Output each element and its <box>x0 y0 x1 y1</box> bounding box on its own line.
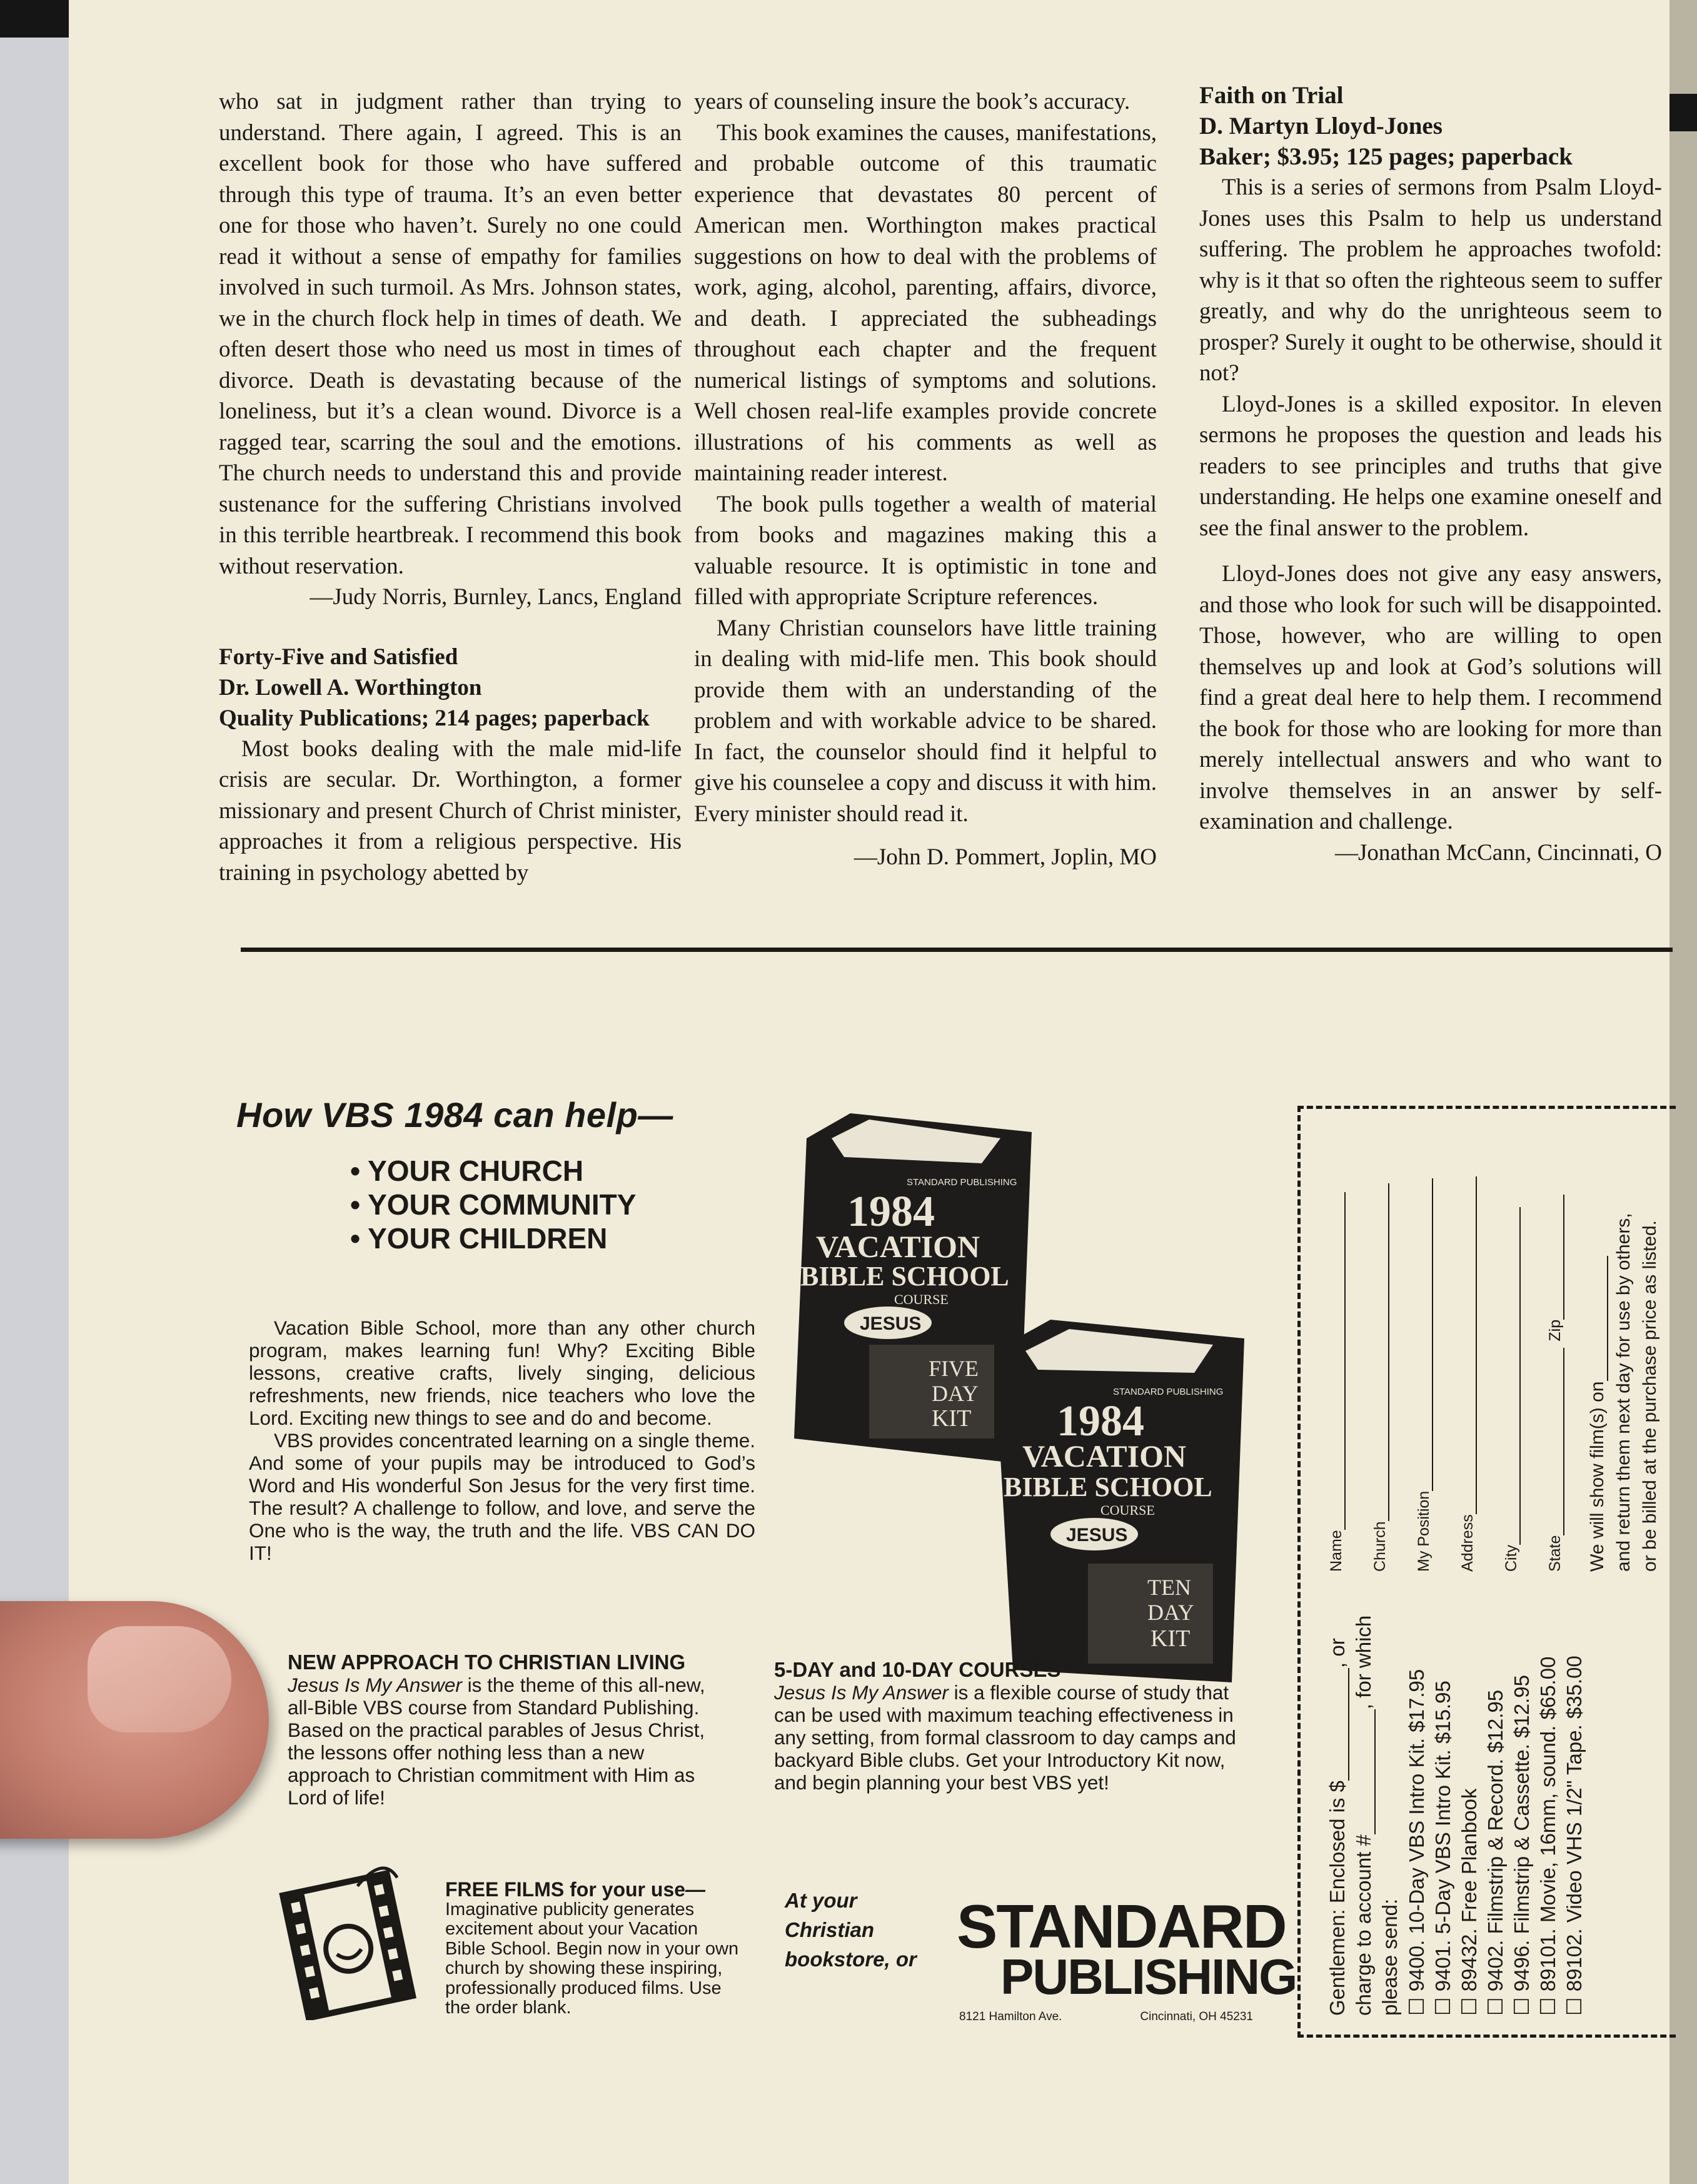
ad-body-paragraph-2: VBS provides concentrated learning on a single theme. And some of your pupils may be introduced to God’s Word and His wonderful Son Jesus for the very first time. The result? A challenge to follow, and love, and serve the One who is the way, the truth and the life. VBS CAN DO IT! <box>249 1429 755 1564</box>
book-3-author: D. Martyn Lloyd-Jones <box>1199 113 1443 139</box>
order-field-name-label: Name <box>1327 1530 1345 1572</box>
box-2-course: COURSE <box>1100 1502 1155 1518</box>
box-2-publisher: STANDARD PUBLISHING <box>1113 1387 1224 1397</box>
order-film-note-1-text: We will show film(s) on <box>1587 1381 1608 1572</box>
order-account-which: , for which <box>1352 1615 1375 1710</box>
order-field-church[interactable] <box>1369 1183 1389 1572</box>
logo-line-publishing: PUBLISHING <box>1000 1949 1297 2005</box>
order-account-line <box>1352 1615 1377 2016</box>
book-2-publisher: Quality Publications; 214 pages; paperback <box>219 705 650 731</box>
box-1-kit-line1: FIVE <box>929 1356 979 1381</box>
ten-day-kit-box-image <box>994 1320 1244 1682</box>
ad-free-films-text: Imaginative publicity generates excitement about your Vacation Bible School. Begin now in your own church by showing these inspiring, professionally produced films. Use the order blank. <box>445 1899 739 2018</box>
review-3-paragraph-2: Lloyd-Jones is a skilled expositor. In eleven sermons he proposes the question and leads his readers to see principles and truths that give understanding. He helps one examine oneself and see the final answer to the problem. <box>1199 391 1662 541</box>
box-1-title-line2: BIBLE SCHOOL <box>800 1261 1009 1292</box>
order-field-zip-label: Zip <box>1546 1319 1564 1342</box>
ad-body-text <box>249 1317 755 1564</box>
order-account-label: charge to account # <box>1352 1834 1375 2016</box>
order-account-blank[interactable] <box>1356 1709 1376 1834</box>
order-field-position-label: My Position <box>1415 1490 1433 1572</box>
order-film-note-1 <box>1587 1256 1612 1572</box>
order-item-89101[interactable]: ☐ 89101. Movie, 16mm, sound. $65.00 <box>1536 1656 1559 2016</box>
ad-courses-section <box>774 1659 1256 1794</box>
ad-new-approach-section <box>288 1651 725 1809</box>
section-divider-rule <box>241 948 1673 952</box>
box-2-kit-line2: DAY <box>1147 1600 1194 1625</box>
box-1-kit-line2: DAY <box>932 1381 979 1406</box>
logo-address <box>959 2010 1253 2024</box>
ad-new-approach-course-name: Jesus Is My Answer <box>288 1674 462 1696</box>
order-field-city-label: City <box>1503 1544 1520 1572</box>
ad-courses-course-name: Jesus Is My Answer <box>774 1681 949 1704</box>
box-1-publisher: STANDARD PUBLISHING <box>907 1177 1017 1188</box>
ad-new-approach-title: NEW APPROACH TO CHRISTIAN LIVING <box>288 1651 686 1674</box>
order-enclosed-line <box>1326 1638 1351 2016</box>
ad-headline: How VBS 1984 can help— <box>236 1095 673 1135</box>
order-field-zip-blank[interactable] <box>1544 1195 1564 1320</box>
ad-body-paragraph-1: Vacation Bible School, more than any other church program, makes learning fun! Why? Exciting Bible lessons, creative crafts, lively singing, delicious refreshments, new friends, nice teachers who love the Lord. Exciting new things to see and do and become. <box>249 1317 755 1429</box>
ad-bullet-community: • YOUR COMMUNITY <box>350 1188 636 1221</box>
ad-free-films-section <box>445 1880 739 2018</box>
order-field-state-label: State <box>1546 1535 1564 1572</box>
box-2-year: 1984 <box>1057 1397 1144 1445</box>
order-field-position[interactable] <box>1413 1178 1433 1572</box>
ad-bullet-list <box>350 1154 636 1255</box>
box-2-title-line1: VACATION <box>1022 1438 1187 1474</box>
order-field-address-label: Address <box>1459 1514 1476 1572</box>
order-field-church-blank[interactable] <box>1369 1183 1389 1521</box>
order-amount-blank[interactable] <box>1329 1668 1349 1781</box>
order-item-9402[interactable]: ☐ 9402. Filmstrip & Record. $12.95 <box>1484 1689 1507 2016</box>
review-3-paragraph-1: This is a series of sermons from Psalm Lloyd-Jones uses this Psalm to help us understand suffering. The problem he approaches twofold: why is it that so often the righteous seem to suffer greatly, and why do the unrighteous seem to prosper? Surely it ought to be otherwise, should it not? <box>1199 174 1662 386</box>
order-form <box>1297 1106 1676 2038</box>
film-reel-icon <box>275 1864 425 2020</box>
order-field-city-blank[interactable] <box>1501 1207 1521 1545</box>
logo-line-standard: STANDARD <box>957 1892 1286 1961</box>
box-1-year: 1984 <box>847 1188 935 1236</box>
review-2-paragraph-2: This book examines the causes, manifestations, and probable outcome of this traumatic experience that devastates 80 percent of American men. Worthington makes practical suggestions on how to deal with the problems of work, aging, alcohol, parenting, affairs, divorce, and death. I appreciated the subheadings throughout each chapter and the frequent numerical listings of symptoms and solutions. Well chosen real-life examples provide concrete illustrations of his comments as well as maintaining reader interest. <box>694 119 1157 486</box>
order-field-state-blank[interactable] <box>1544 1348 1564 1535</box>
review-2-paragraph-1: Most books dealing with the male mid-life crisis are secular. Dr. Worthington, a former missionary and present Church of Christ minister, approaches it from a religious perspective. His training in psychology abetted by <box>219 736 682 886</box>
review-3-paragraph-3: Lloyd-Jones does not give any easy answers, and those who look for such will be disappointed. Those, however, who are willing to open themselves up and look at God’s solutions will find a great deal here to help them. I recommend the book for those who are looking for more than merely intellectual answers and who want to involve themselves in an answer by self-examination and challenge. <box>1199 561 1662 834</box>
order-please-send: please send: <box>1378 1898 1401 2016</box>
review-2-paragraph-0: years of counseling insure the book’s accuracy. <box>694 89 1130 114</box>
order-form-content <box>1301 1109 1676 2035</box>
order-enclosed-or: , or <box>1326 1638 1349 1668</box>
ad-courses-text <box>774 1681 1256 1794</box>
box-1-kit-line3: KIT <box>932 1405 972 1432</box>
box-2-title-line2: BIBLE SCHOOL <box>1004 1472 1212 1502</box>
ad-new-approach-body: is the theme of this all-new, all-Bible VBS course from Standard Publishing. Based on the practical parables of Jesus Christ, the lessons offer nothing less than a new approach to Christian commitment with Him as Lord of life! <box>288 1674 705 1809</box>
order-item-89432[interactable]: ☐ 89432. Free Planbook <box>1458 1788 1481 2016</box>
review-column-1 <box>219 86 682 888</box>
review-2-paragraph-3: The book pulls together a wealth of material from books and magazines making this a valuable resource. It is optimistic in tone and filled with appropriate Scripture references. <box>694 491 1157 610</box>
order-field-address-blank[interactable] <box>1457 1176 1477 1514</box>
ad-bullet-children: • YOUR CHILDREN <box>350 1221 636 1255</box>
review-2-signature: —John D. Pommert, Joplin, MO <box>854 844 1157 870</box>
logo-street: 8121 Hamilton Ave. <box>959 2010 1062 2023</box>
ad-courses-title: 5-DAY and 10-DAY COURSES <box>774 1658 1061 1681</box>
order-field-address[interactable] <box>1457 1176 1477 1572</box>
order-item-9401[interactable]: ☐ 9401. 5-Day VBS Intro Kit. $15.95 <box>1431 1681 1454 2016</box>
order-field-name[interactable] <box>1326 1192 1346 1572</box>
order-field-name-blank[interactable] <box>1326 1192 1346 1530</box>
review-3-signature: —Jonathan McCann, Cincinnati, O <box>1334 839 1662 866</box>
ad-bookstore-text: At your Christian bookstore, or <box>785 1889 917 1971</box>
scan-edge-dark <box>0 0 69 38</box>
standard-publishing-logo <box>957 1892 1297 2026</box>
order-item-9496[interactable]: ☐ 9496. Filmstrip & Cassette. $12.95 <box>1510 1675 1533 2016</box>
order-enclosed-label: Gentlemen: Enclosed is $ <box>1326 1780 1349 2016</box>
holding-thumb <box>0 1601 269 1839</box>
review-column-2 <box>694 86 1157 873</box>
review-1-signature: —Judy Norris, Burnley, Lancs, England <box>310 584 682 610</box>
thumbnail-shine <box>88 1626 231 1732</box>
order-film-note-2: and return them next day for use by others, <box>1613 1213 1634 1572</box>
page-background-left <box>0 0 69 2184</box>
box-2-badge: JESUS <box>1066 1525 1128 1545</box>
order-item-9400[interactable]: ☐ 9400. 10-Day VBS Intro Kit. $17.95 <box>1405 1669 1428 2016</box>
order-field-position-blank[interactable] <box>1413 1178 1433 1491</box>
box-2-kit-line3: KIT <box>1151 1625 1191 1652</box>
logo-city: Cincinnati, OH 45231 <box>1140 2010 1253 2023</box>
book-3-title: Faith on Trial <box>1199 82 1344 109</box>
book-3-publisher: Baker; $3.95; 125 pages; paperback <box>1199 143 1573 170</box>
review-column-3 <box>1199 80 1662 868</box>
order-field-church-label: Church <box>1371 1521 1389 1572</box>
review-2-paragraph-4: Many Christian counselors have little training in dealing with mid-life men. This book should provide them with an understanding of the problem and with workable advice to be shared. In fact, the counselor should find it helpful to give his counselee a copy and discuss it with him. Every minister should read it. <box>694 615 1157 827</box>
order-film-note-3: or be billed at the purchase price as listed. <box>1639 1220 1660 1572</box>
box-2-kit-line1: TEN <box>1147 1575 1191 1600</box>
order-field-city[interactable] <box>1501 1207 1521 1572</box>
ad-free-films-title: FREE FILMS for your use— <box>445 1878 706 1901</box>
box-1-course: COURSE <box>894 1292 949 1307</box>
book-2-title: Forty-Five and Satisfied <box>219 644 458 670</box>
order-field-state[interactable] <box>1544 1195 1564 1572</box>
ad-courses-body: is a flexible course of study that can be used with maximum teaching effectiveness in any setting, from formal classroom to day camps and backyard Bible clubs. Get your Introductory Kit now, and begin planning your best VBS yet! <box>774 1681 1236 1794</box>
ad-new-approach-text <box>288 1674 725 1809</box>
page-tab-marker <box>1669 94 1697 131</box>
order-item-89102[interactable]: ☐ 89102. Video VHS 1/2" Tape. $35.00 <box>1563 1656 1586 2016</box>
box-1-title-line1: VACATION <box>816 1229 980 1264</box>
box-1-badge: JESUS <box>860 1313 922 1334</box>
ad-bullet-church: • YOUR CHURCH <box>350 1154 636 1188</box>
review-1-continued: who sat in judgment rather than trying to understand. There again, I agreed. This is an excellent book for those who have suffered through this type of trauma. It’s an even better one for those who haven’t. Surely no one could read it without a sense of empathy for families involved in such turmoil. As Mrs. Johnson states, we in the church flock help in times of death. We often desert those who need us most in times of divorce. Death is devastating because of the loneliness, but it’s a clean wound. Divorce is a ragged tear, scarring the soul and the emotions. The church needs to understand this and provide sustenance for the suffering Christians involved in this terrible heartbreak. I recommend this book without reservation. <box>219 89 682 579</box>
order-film-date-blank[interactable] <box>1588 1256 1608 1382</box>
book-2-author: Dr. Lowell A. Worthington <box>219 674 482 700</box>
